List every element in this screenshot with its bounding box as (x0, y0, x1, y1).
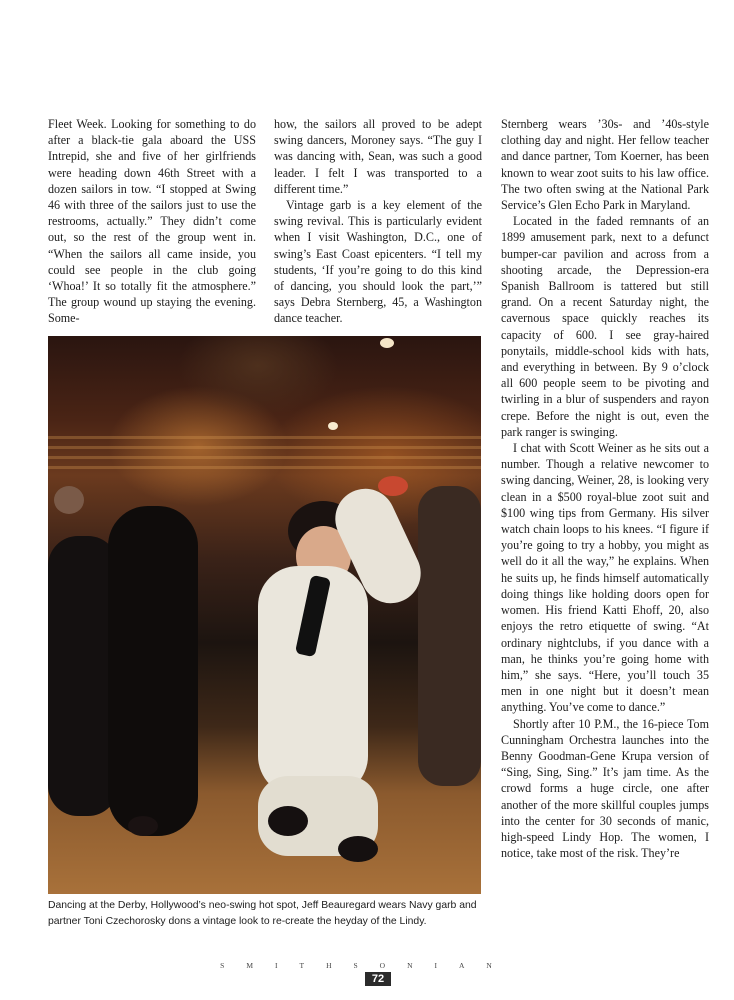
page-number: 72 (365, 972, 391, 986)
magazine-name: SMITHSONIAN (220, 961, 514, 970)
paragraph: Sternberg wears ’30s- and ’40s-style clothing day and night. Her fellow teacher and dance partner, Tom Koerner, has been known to wear zoot suits to his law office. The two often swing at the National Park Service’s Glen Echo Park in Maryland. (501, 117, 709, 213)
paragraph: Fleet Week. Looking for something to do after a black-tie gala aboard the USS Intrepid, she and five of her girlfriends were heading down 46th Street with a dozen sailors in tow. “I stopped at Swing 46 with three of the sailors just to use the restrooms, actually.” They didn’t come out, so the rest of the group went in. “When the sailors all came inside, you could see people in the club going ‘Whoa!’ It so totally fit the atmosphere.” The group wound up staying the evening. Some- (48, 117, 256, 326)
article-column-2 (274, 116, 482, 327)
photo-caption: Dancing at the Derby, Hollywood’s neo-swing hot spot, Jeff Beauregard wears Navy garb and partner Toni Czechorosky dons a vintage look to re-create the heyday of the Lindy. (48, 900, 477, 927)
dance-photo (48, 336, 481, 894)
article-column-3 (501, 116, 709, 861)
paragraph: how, the sailors all proved to be adept swing dancers, Moroney says. “The guy I was dancing with, Sean, was such a good leader. I felt I was transported to a different time.” (274, 117, 482, 196)
paragraph: Shortly after 10 P.M., the 16-piece Tom Cunningham Orchestra launches into the Benny Goodman-Gene Krupa version of “Sing, Sing, Sing.” It’s jam time. As the crowd forms a huge circle, one after another of the more skillful couples jumps into the center for 30 seconds of manic, high-speed Lindy Hop. The women, I notice, take most of the risk. They’re (501, 716, 709, 861)
article-column-1 (48, 116, 256, 327)
paragraph: Vintage garb is a key element of the swing revival. This is particularly evident when I visit Washington, D.C., one of swing’s East Coast epicenters. “I tell my students, ‘If you’re going to do this kind of dancing, you should look the part,’” says Debra Sternberg, 45, a Washington dance teacher. (274, 198, 482, 326)
paragraph: I chat with Scott Weiner as he sits out a number. Though a relative newcomer to swing dancing, Weiner, 28, is looking very clean in a $500 royal-blue zoot suit and $100 wing tips from Germany. His silver watch chain loops to his knees. “I figure if you’re going to try a hobby, you might as well do it all the way,” he explains. When he suits up, he finds himself automatically doing things like holding doors open for women. His friend Katti Ehoff, 20, also enjoys the retro etiquette of swing. “At ordinary nightclubs, if you dance with a man, he thinks you’re going home with him,” she says. “Here, you’ll touch 35 men in one night but it doesn’t mean anything. You’ve come to dance.” (501, 441, 709, 715)
paragraph: Located in the faded remnants of an 1899 amusement park, next to a defunct bumper-car pavilion and across from a shooting arcade, the Depression-era Spanish Ballroom is tattered but still grand. On a recent Saturday night, the cavernous space quickly reaches its capacity of 600. I see gray-haired ponytails, middle-school kids with hats, and everything in between. By 9 o’clock all 600 people seem to be pivoting and twirling in a blur of suspenders and rayon crepe. Before the night is out, even the park ranger is swinging. (501, 214, 709, 439)
